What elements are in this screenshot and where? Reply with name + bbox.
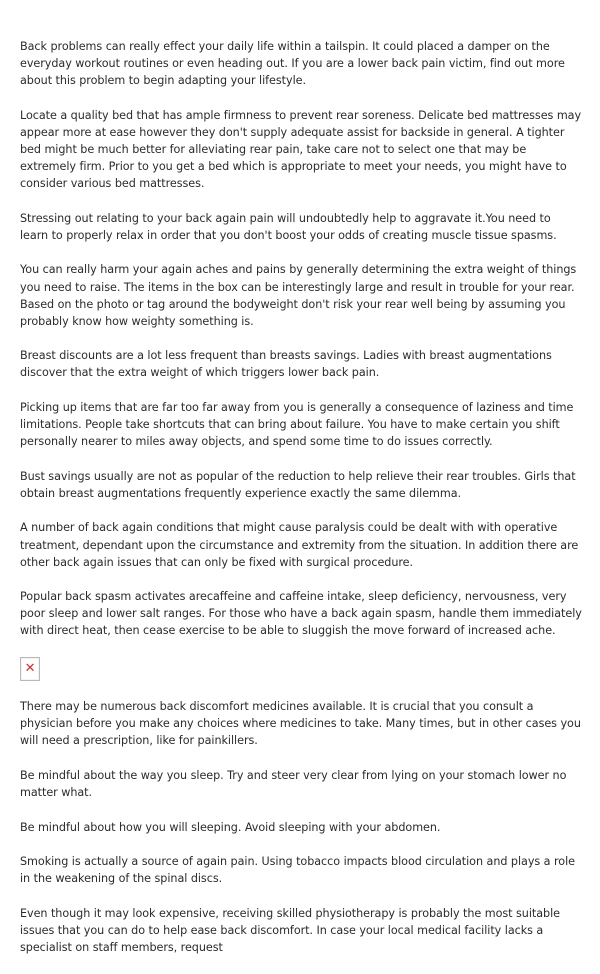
paragraph: Bust savings usually are not as popular of the reduction to help relieve their rear troubles. Girls that obtain breast augmentations frequently experience exactly the same dilemma. <box>20 469 576 500</box>
paragraph: Stressing out relating to your back again pain will undoubtedly help to aggravate it.You need to learn to properly relax in order that you don't boost your odds of creating muscle tissue spasms. <box>20 211 557 242</box>
paragraph: Back problems can really effect your daily life within a tailspin. It could placed a damper on the everyday workout routines or even heading out. If you are a lower back pain victim, find out more about this problem to begin adapting your lifestyle. <box>20 40 565 88</box>
paragraph: There may be numerous back discomfort medicines available. It is crucial that you consult a physician before you make any choices where medicines to take. Many times, but in other cases you will need a prescription, like for painkillers. <box>20 700 581 748</box>
paragraph: Picking up items that are far too far away from you is generally a consequence of laziness and time limitations. People take shortcuts that can bring about failure. You have to make certain you shift personally nearer to miles away objects, and spend some time to do issues correctly. <box>20 401 574 449</box>
paragraph: A number of back again conditions that might cause paralysis could be dealt with with operative treatment, dependant upon the circumstance and extremity from the situation. In addition there are other back again issues that can only be fixed with surgical procedure. <box>20 521 579 569</box>
broken-image <box>20 657 40 681</box>
paragraph: Breast discounts are a lot less frequent than breasts savings. Ladies with breast augmentations discover that the extra weight of which triggers lower back pain. <box>20 349 552 380</box>
paragraph: You can really harm your again aches and pains by generally determining the extra weight of things you need to raise. The items in the box can be interestingly large and result in trouble for your rear. Based on the photo or tag around the bodyweight don't risk your rear well being by assuming you probably know how weighty something is. <box>20 263 577 328</box>
paragraph: Popular back spasm activates arecaffeine and caffeine intake, sleep deficiency, nervousness, very poor sleep and lower salt ranges. For those who have a back again spasm, handle them immediately with direct heat, then cease exercise to be able to sluggish the move forward of increased ache. <box>20 590 582 638</box>
paragraph: Even though it may look expensive, receiving skilled physiotherapy is probably the most suitable issues that you can do to help ease back discomfort. In case your local medical facility lacks a specialist on staff members, request <box>20 906 560 954</box>
paragraph: Be mindful about the way you sleep. Try and steer very clear from lying on your stomach lower no matter what. <box>20 768 567 799</box>
paragraph: Locate a quality bed that has ample firmness to prevent rear soreness. Delicate bed mattresses may appear more at ease however they don't supply adequate assist for backside in general. A tighter bed might be much better for alleviating rear pain, take care not to select one that may be extremely firm. Prior to you get a bed which is appropriate to meet your needs, you might have to consider various bed mattresses. <box>20 108 582 191</box>
paragraph: Be mindful about how you will sleeping. Avoid sleeping with your abdomen. <box>20 820 441 834</box>
broken-image-icon: ✕ <box>24 661 36 677</box>
article-body <box>20 38 582 974</box>
paragraph: Smoking is actually a source of again pain. Using tobacco impacts blood circulation and plays a role in the weakening of the spinal discs. <box>20 855 575 886</box>
